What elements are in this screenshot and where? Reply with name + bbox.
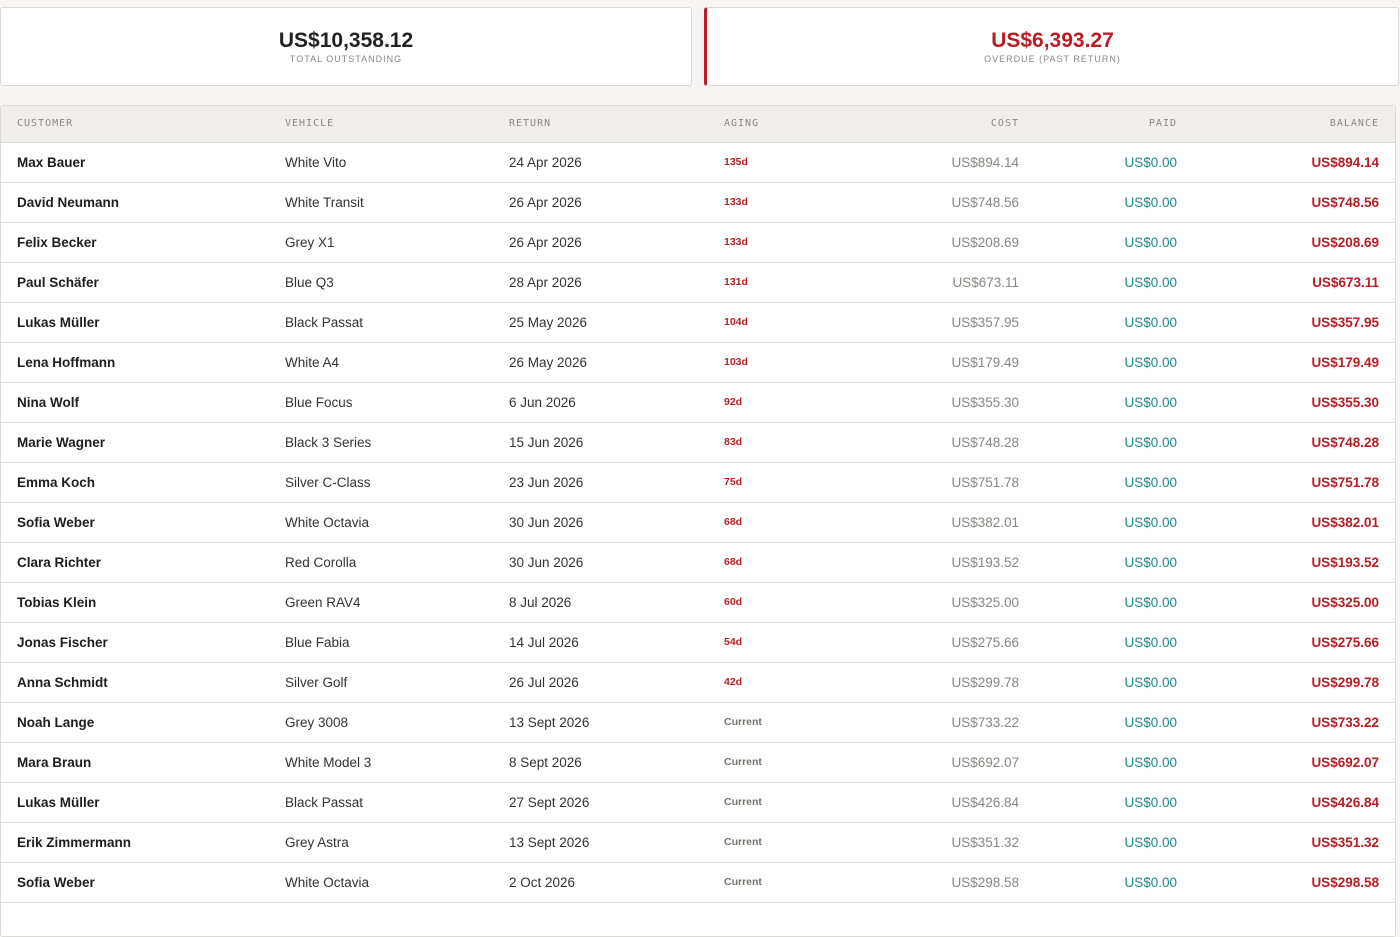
aging-badge: 103d: [724, 356, 748, 368]
aging-badge: Current: [724, 796, 762, 808]
paid-value: US$0.00: [1124, 794, 1177, 810]
return-date: 28 Apr 2026: [509, 274, 582, 290]
customer-name: Lukas Müller: [17, 794, 100, 810]
balance-value: US$894.14: [1311, 154, 1379, 170]
customer-name: Tobias Klein: [17, 594, 97, 610]
aging-badge: 133d: [724, 236, 748, 248]
column-header-return[interactable]: RETURN: [509, 106, 724, 142]
balance-value: US$351.32: [1311, 834, 1379, 850]
total-outstanding-amount: US$10,358.12: [278, 29, 414, 52]
vehicle-name: Green RAV4: [285, 594, 361, 610]
cost-value: US$751.78: [951, 474, 1019, 490]
return-date: 15 Jun 2026: [509, 434, 584, 450]
paid-value: US$0.00: [1124, 674, 1177, 690]
balance-value: US$193.52: [1311, 554, 1379, 570]
overdue-label: OVERDUE (PAST RETURN): [984, 54, 1121, 64]
column-header-aging[interactable]: AGING: [724, 106, 844, 142]
table-row[interactable]: [1, 462, 1395, 502]
balance-value: US$733.22: [1311, 714, 1379, 730]
vehicle-name: White Octavia: [285, 514, 370, 530]
column-header-customer[interactable]: CUSTOMER: [1, 106, 285, 142]
table-row[interactable]: [1, 302, 1395, 342]
return-date: 25 May 2026: [509, 314, 588, 330]
cost-value: US$748.28: [951, 434, 1019, 450]
cost-value: US$275.66: [951, 634, 1019, 650]
overdue-amount: US$6,393.27: [991, 29, 1114, 52]
return-date: 26 Apr 2026: [509, 194, 582, 210]
customer-name: Mara Braun: [17, 754, 92, 770]
table-row[interactable]: [1, 422, 1395, 462]
table-body: [1, 142, 1395, 902]
total-outstanding-label: TOTAL OUTSTANDING: [289, 54, 403, 64]
balance-value: US$751.78: [1311, 474, 1379, 490]
cost-value: US$382.01: [951, 514, 1019, 530]
paid-value: US$0.00: [1124, 234, 1177, 250]
balance-value: US$299.78: [1311, 674, 1379, 690]
customer-name: Clara Richter: [17, 554, 102, 570]
customer-name: Lena Hoffmann: [17, 354, 116, 370]
customer-name: Paul Schäfer: [17, 274, 99, 290]
aging-badge: 42d: [724, 676, 743, 688]
cost-value: US$673.11: [952, 274, 1019, 290]
aging-badge: 60d: [724, 596, 743, 608]
column-header-paid[interactable]: PAID: [1019, 106, 1177, 142]
cost-value: US$748.56: [951, 194, 1019, 210]
aging-badge: 104d: [724, 316, 748, 328]
vehicle-name: Grey 3008: [285, 714, 349, 730]
return-date: 24 Apr 2026: [509, 154, 582, 170]
vehicle-name: Blue Fabia: [285, 634, 350, 650]
balance-value: US$382.01: [1311, 514, 1379, 530]
paid-value: US$0.00: [1124, 594, 1177, 610]
paid-value: US$0.00: [1124, 754, 1177, 770]
customer-name: Felix Becker: [17, 234, 97, 250]
aging-badge: 92d: [724, 396, 743, 408]
return-date: 26 May 2026: [509, 354, 588, 370]
customer-name: Jonas Fischer: [17, 634, 108, 650]
paid-value: US$0.00: [1124, 434, 1177, 450]
vehicle-name: Blue Q3: [285, 274, 334, 290]
vehicle-name: White Vito: [285, 154, 347, 170]
table-row[interactable]: [1, 782, 1395, 822]
balance-value: US$748.28: [1311, 434, 1379, 450]
customer-name: Nina Wolf: [17, 394, 79, 410]
table-row[interactable]: [1, 142, 1395, 182]
balance-value: US$325.00: [1311, 594, 1379, 610]
paid-value: US$0.00: [1124, 314, 1177, 330]
aging-badge: Current: [724, 716, 762, 728]
table-row[interactable]: [1, 182, 1395, 222]
return-date: 23 Jun 2026: [509, 474, 584, 490]
paid-value: US$0.00: [1124, 394, 1177, 410]
table-row[interactable]: [1, 742, 1395, 782]
vehicle-name: White Octavia: [285, 874, 370, 890]
table-row[interactable]: [1, 262, 1395, 302]
balance-value: US$692.07: [1311, 754, 1379, 770]
return-date: 26 Jul 2026: [509, 674, 579, 690]
customer-name: Sofia Weber: [17, 514, 95, 530]
cost-value: US$351.32: [951, 834, 1019, 850]
return-date: 26 Apr 2026: [509, 234, 582, 250]
aging-badge: 68d: [724, 516, 743, 528]
paid-value: US$0.00: [1124, 714, 1177, 730]
vehicle-name: Blue Focus: [285, 394, 353, 410]
table-row[interactable]: [1, 822, 1395, 862]
aging-badge: 131d: [724, 276, 748, 288]
aging-badge: 135d: [724, 156, 748, 168]
return-date: 2 Oct 2026: [509, 874, 576, 890]
table-row[interactable]: [1, 342, 1395, 382]
cost-value: US$692.07: [951, 754, 1019, 770]
paid-value: US$0.00: [1124, 194, 1177, 210]
paid-value: US$0.00: [1124, 514, 1177, 530]
cost-value: US$325.00: [951, 594, 1019, 610]
customer-name: Lukas Müller: [17, 314, 100, 330]
vehicle-name: Red Corolla: [285, 554, 357, 570]
overdue-card: [704, 7, 1399, 86]
customer-name: Max Bauer: [17, 154, 86, 170]
customer-name: Sofia Weber: [17, 874, 95, 890]
balance-value: US$357.95: [1311, 314, 1379, 330]
table-row[interactable]: [1, 622, 1395, 662]
customer-name: Erik Zimmermann: [17, 834, 132, 850]
vehicle-name: White A4: [285, 354, 340, 370]
paid-value: US$0.00: [1124, 154, 1177, 170]
cost-value: US$355.30: [951, 394, 1019, 410]
balance-value: US$355.30: [1311, 394, 1379, 410]
aging-badge: Current: [724, 836, 762, 848]
balance-value: US$275.66: [1311, 634, 1379, 650]
customer-name: Anna Schmidt: [17, 674, 108, 690]
return-date: 8 Jul 2026: [509, 594, 572, 610]
paid-value: US$0.00: [1124, 274, 1177, 290]
vehicle-name: Black 3 Series: [285, 434, 372, 450]
aging-badge: 54d: [724, 636, 743, 648]
paid-value: US$0.00: [1124, 874, 1177, 890]
paid-value: US$0.00: [1124, 554, 1177, 570]
table-row[interactable]: [1, 702, 1395, 742]
aging-badge: 68d: [724, 556, 743, 568]
cost-value: US$193.52: [951, 554, 1019, 570]
aging-badge: Current: [724, 876, 762, 888]
balance-value: US$426.84: [1311, 794, 1379, 810]
column-header-balance[interactable]: BALANCE: [1177, 106, 1395, 142]
aging-badge: 133d: [724, 196, 748, 208]
table-header-row: [1, 106, 1395, 142]
balance-value: US$298.58: [1311, 874, 1379, 890]
cost-value: US$298.58: [951, 874, 1019, 890]
return-date: 14 Jul 2026: [509, 634, 579, 650]
return-date: 30 Jun 2026: [509, 554, 584, 570]
table-row[interactable]: [1, 862, 1395, 902]
balance-value: US$179.49: [1311, 354, 1379, 370]
return-date: 13 Sept 2026: [509, 714, 590, 730]
vehicle-name: Silver C-Class: [285, 474, 371, 490]
table-row[interactable]: [1, 222, 1395, 262]
column-header-vehicle[interactable]: VEHICLE: [285, 106, 509, 142]
summary-cards: [0, 7, 1400, 86]
return-date: 30 Jun 2026: [509, 514, 584, 530]
cost-value: US$894.14: [951, 154, 1019, 170]
vehicle-name: Grey Astra: [285, 834, 349, 850]
table-row[interactable]: [1, 662, 1395, 702]
customer-name: David Neumann: [17, 194, 120, 210]
table-row[interactable]: [1, 502, 1395, 542]
customer-name: Marie Wagner: [17, 434, 106, 450]
cost-value: US$733.22: [951, 714, 1019, 730]
return-date: 13 Sept 2026: [509, 834, 590, 850]
cost-value: US$426.84: [951, 794, 1019, 810]
column-header-cost[interactable]: COST: [844, 106, 1019, 142]
paid-value: US$0.00: [1124, 634, 1177, 650]
customer-name: Noah Lange: [17, 714, 95, 730]
aging-badge: 75d: [724, 476, 743, 488]
paid-value: US$0.00: [1124, 474, 1177, 490]
vehicle-name: Black Passat: [285, 314, 364, 330]
table-row[interactable]: [1, 382, 1395, 422]
paid-value: US$0.00: [1124, 834, 1177, 850]
vehicle-name: Black Passat: [285, 794, 364, 810]
balance-value: US$673.11: [1312, 274, 1379, 290]
table-row[interactable]: [1, 582, 1395, 622]
customer-name: Emma Koch: [17, 474, 96, 490]
aging-badge: Current: [724, 756, 762, 768]
cost-value: US$299.78: [951, 674, 1019, 690]
balance-value: US$748.56: [1311, 194, 1379, 210]
return-date: 8 Sept 2026: [509, 754, 582, 770]
cost-value: US$357.95: [951, 314, 1019, 330]
table-row[interactable]: [1, 542, 1395, 582]
total-outstanding-card: [0, 7, 692, 86]
cost-value: US$208.69: [951, 234, 1019, 250]
vehicle-name: Grey X1: [285, 234, 335, 250]
balance-value: US$208.69: [1311, 234, 1379, 250]
vehicle-name: Silver Golf: [285, 674, 348, 690]
aging-badge: 83d: [724, 436, 743, 448]
paid-value: US$0.00: [1124, 354, 1177, 370]
vehicle-name: White Model 3: [285, 754, 372, 770]
return-date: 27 Sept 2026: [509, 794, 590, 810]
return-date: 6 Jun 2026: [509, 394, 576, 410]
vehicle-name: White Transit: [285, 194, 364, 210]
rentals-table: [0, 105, 1396, 937]
cost-value: US$179.49: [951, 354, 1019, 370]
